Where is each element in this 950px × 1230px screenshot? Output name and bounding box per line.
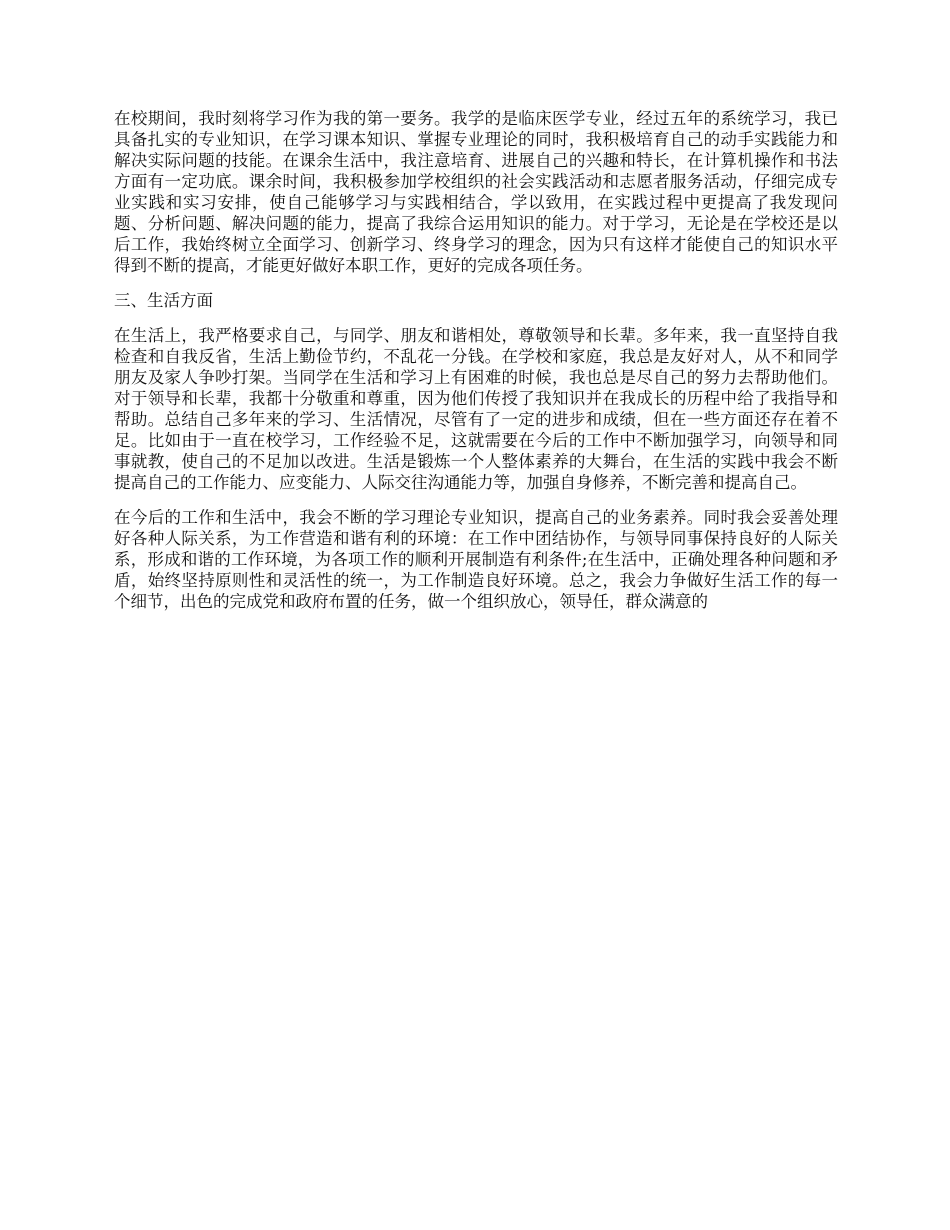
- paragraph-life: 在生活上，我严格要求自己，与同学、朋友和谐相处，尊敬领导和长辈。多年来，我一直坚持自我检查和自我反省，生活上勤俭节约，不乱花一分钱。在学校和家庭，我总是友好对人，从不和同学朋友及家人争吵打架。当同学在生活和学习上有困难的时候，我也总是尽自己的努力去帮助他们。对于领导和长辈，我都十分敬重和尊重，因为他们传授了我知识并在我成长的历程中给了我指导和帮助。总结自己多年来的学习、生活情况，尽管有了一定的进步和成绩，但在一些方面还存在着不足。比如由于一直在校学习，工作经验不足，这就需要在今后的工作中不断加强学习，向领导和同事就教，使自己的不足加以改进。生活是锻炼一个人整体素养的大舞台，在生活的实践中我会不断提高自己的工作能力、应变能力、人际交往沟通能力等，加强自身修养，不断完善和提高自己。: [114, 326, 838, 492]
- section-heading-life: 三、生活方面: [114, 291, 213, 310]
- paragraph-future: 在今后的工作和生活中，我会不断的学习理论专业知识，提高自己的业务素养。同时我会妥善处理好各种人际关系，为工作营造和谐有利的环境：在工作中团结协作，与领导同事保持良好的人际关系，形成和谐的工作环境，为各项工作的顺利开展制造有利条件;在生活中，正确处理各种问题和矛盾，始终坚持原则性和灵活性的统一，为工作制造良好环境。总之，我会力争做好生活工作的每一个细节，出色的完成党和政府布置的任务，做一个组织放心，领导任，群众满意的: [114, 508, 838, 611]
- paragraph-study: 在校期间，我时刻将学习作为我的第一要务。我学的是临床医学专业，经过五年的系统学习，我已具备扎实的专业知识，在学习课本知识、掌握专业理论的同时，我积极培育自己的动手实践能力和解决实际问题的技能。在课余生活中，我注意培育、进展自己的兴趣和特长，在计算机操作和书法方面有一定功底。课余时间，我积极参加学校组织的社会实践活动和志愿者服务活动，仔细完成专业实践和实习安排，使自己能够学习与实践相结合，学以致用，在实践过程中更提高了我发现问题、分析问题、解决问题的能力，提高了我综合运用知识的能力。对于学习，无论是在学校还是以后工作，我始终树立全面学习、创新学习、终身学习的理念，因为只有这样才能使自己的知识水平得到不断的提高，才能更好做好本职工作，更好的完成各项任务。: [114, 109, 838, 275]
- document-page: [114, 108, 838, 626]
